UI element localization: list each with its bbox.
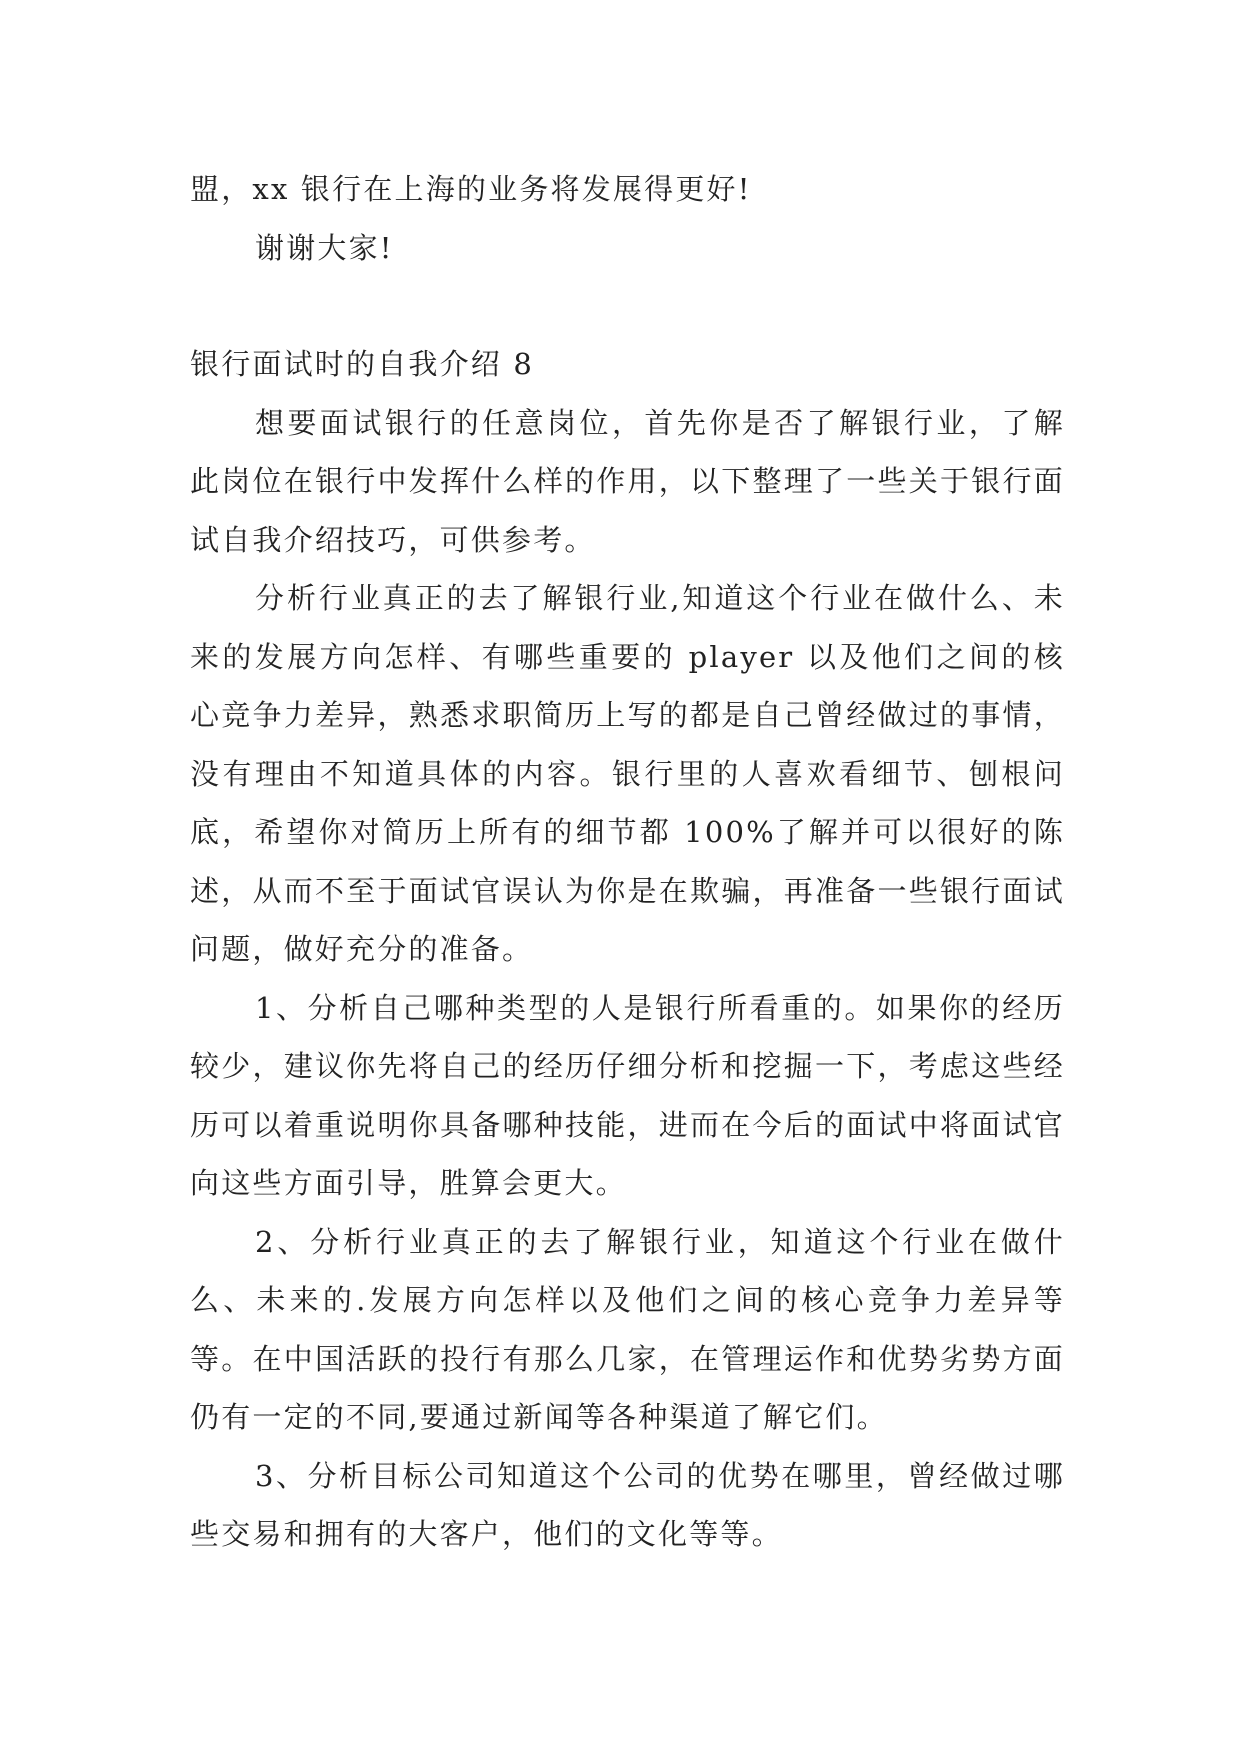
paragraph-closing-line: 盟，xx 银行在上海的业务将发展得更好! (190, 172, 752, 206)
paragraph-intro: 想要面试银行的任意岗位，首先你是否了解银行业，了解此岗位在银行中发挥什么样的作用，以下整理了一些关于银行面试自我介绍技巧，可供参考。 (190, 405, 1065, 557)
paragraph-point-1: 1、分析自己哪种类型的人是银行所看重的。如果你的经历较少，建议你先将自己的经历仔细分析和挖掘一下，考虑这些经历可以着重说明你具备哪种技能，进而在今后的面试中将面试官向这些方面引导，胜算会更大。 (190, 990, 1065, 1200)
paragraph-point-2: 2、分析行业真正的去了解银行业，知道这个行业在做什么、未来的.发展方向怎样以及他们之间的核心竞争力差异等等。在中国活跃的投行有那么几家，在管理运作和优势劣势方面仍有一定的不同,要通过新闻等各种渠道了解它们。 (190, 1224, 1065, 1434)
paragraph-thanks: 谢谢大家! (255, 230, 394, 265)
section-heading: 银行面试时的自我介绍 8 (190, 347, 535, 381)
paragraph-industry-analysis: 分析行业真正的去了解银行业,知道这个行业在做什么、未来的发展方向怎样、有哪些重要的 player 以及他们之间的核心竞争力差异，熟悉求职简历上写的都是自己曾经做过的事情，没有理由不知道具体的内容。银行里的人喜欢看细节、刨根问底，希望你对简历上所有的细节都 100%了解并可以很好的陈述，从而不至于面试官误认为你是在欺骗，再准备一些银行面试问题，做好充分的准备。 (190, 581, 1065, 966)
paragraph-point-3: 3、分析目标公司知道这个公司的优势在哪里，曾经做过哪些交易和拥有的大客户，他们的文化等等。 (190, 1458, 1065, 1551)
document-body (190, 160, 1065, 1564)
